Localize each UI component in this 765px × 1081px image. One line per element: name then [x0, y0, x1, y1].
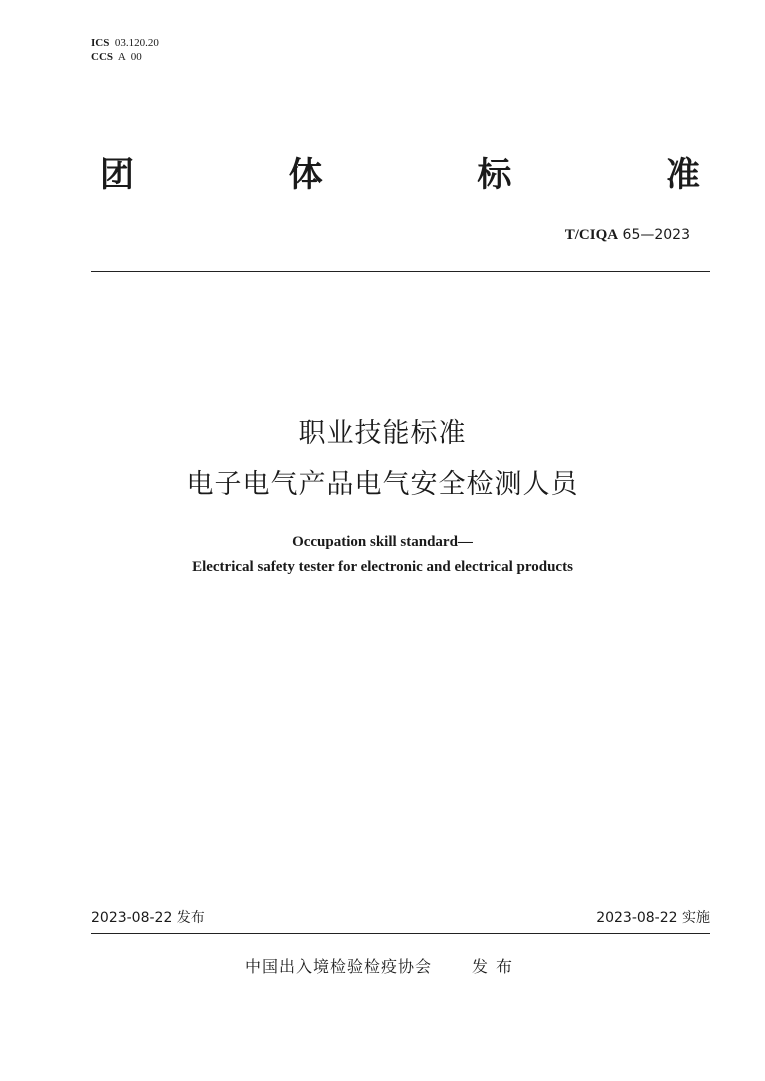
- heading-char: 标: [477, 155, 512, 195]
- publisher-action: 发布: [472, 957, 521, 976]
- title-en-line1: Occupation skill standard—: [292, 534, 473, 550]
- ccs-value: A 00: [117, 51, 142, 63]
- heading-char: 团: [100, 155, 134, 195]
- ics-label: ICS: [91, 37, 110, 49]
- title-cn-line1: 职业技能标准: [298, 418, 467, 449]
- standard-code: 65—2023: [622, 227, 690, 243]
- standard-prefix: T/CIQA: [564, 227, 619, 243]
- heading-char: 体: [288, 155, 323, 195]
- ccs-code: [91, 50, 159, 64]
- bottom-divider: [91, 933, 710, 934]
- classification-codes: [91, 36, 159, 64]
- publisher-line: [0, 956, 765, 978]
- title-cn-line2: 电子电气产品电气安全检测人员: [186, 469, 579, 500]
- ics-value: 03.120.20: [114, 37, 159, 49]
- ics-code: [91, 36, 159, 50]
- ccs-label: CCS: [91, 51, 114, 63]
- issue-date: 2023-08-22 发布: [91, 910, 205, 926]
- heading-char: 准: [665, 155, 700, 195]
- publisher-org: 中国出入境检验检疫协会: [244, 957, 432, 976]
- implementation-date: 2023-08-22 实施: [596, 910, 710, 926]
- title-en-line2: Electrical safety tester for electronic and electrical products: [192, 559, 573, 575]
- standard-category-heading: [100, 150, 700, 200]
- standard-number: [565, 226, 690, 244]
- top-divider: [91, 271, 710, 272]
